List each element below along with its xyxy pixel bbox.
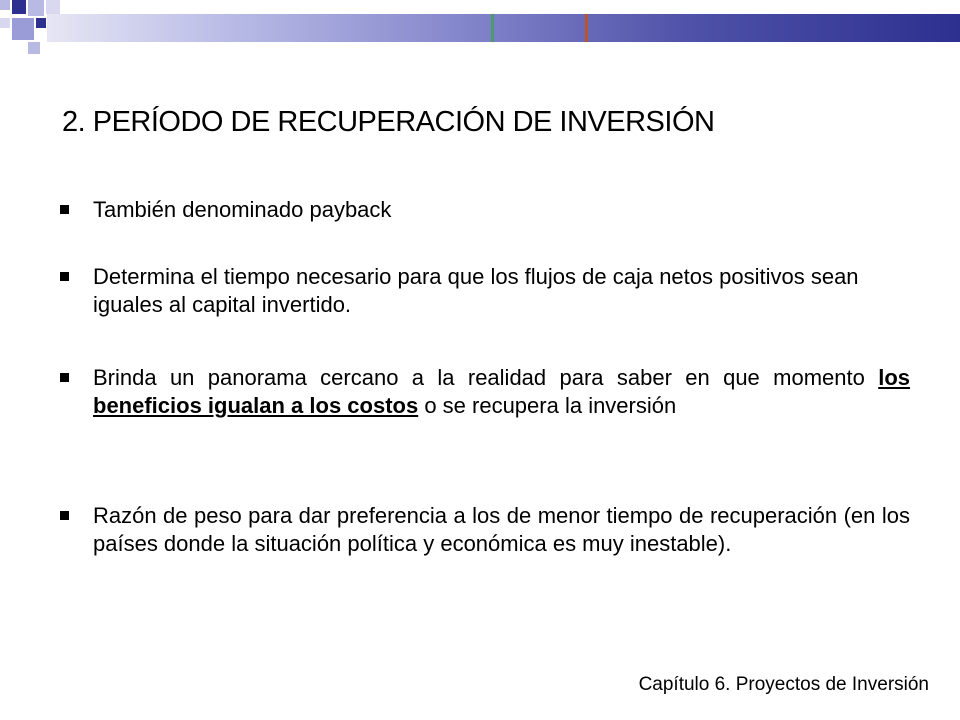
logo-square <box>28 0 44 16</box>
bullet-emphasis: los beneficios igualan a los costos <box>93 365 910 418</box>
logo-square <box>0 18 10 28</box>
logo-square <box>28 42 40 54</box>
bullet-item <box>60 502 910 558</box>
bullet-item <box>60 364 910 420</box>
bullet-square-icon <box>60 272 69 281</box>
bullet-text <box>93 364 910 420</box>
header-band <box>47 14 960 42</box>
bullet-item <box>60 263 910 319</box>
bullet-square-icon <box>60 511 69 520</box>
logo-square <box>46 0 60 14</box>
bullet-square-icon <box>60 373 69 382</box>
bullet-text-after: o se recupera la inversión <box>418 393 677 418</box>
corner-logo <box>0 0 80 60</box>
logo-square <box>12 18 34 40</box>
bullet-square-icon <box>60 205 69 214</box>
header-accent-green <box>491 14 494 42</box>
bullet-text: Determina el tiempo necesario para que los flujos de caja netos positivos sean iguales al capital invertido. <box>93 264 859 317</box>
header-accent-orange <box>585 14 588 42</box>
bullet-text: También denominado payback <box>93 197 392 222</box>
bullet-text-before: Brinda un panorama cercano a la realidad para saber en que momento <box>93 365 879 390</box>
bullet-text: Razón de peso para dar preferencia a los de menor tiempo de recuperación (en los países donde la situación política y económica es muy inestable). <box>93 503 910 556</box>
bullet-item <box>60 196 910 224</box>
slide-title: 2. PERÍODO DE RECUPERACIÓN DE INVERSIÓN <box>62 106 715 138</box>
logo-square <box>12 0 26 14</box>
logo-square <box>36 18 46 28</box>
slide-footer: Capítulo 6. Proyectos de Inversión <box>638 674 929 695</box>
logo-square <box>0 0 10 10</box>
